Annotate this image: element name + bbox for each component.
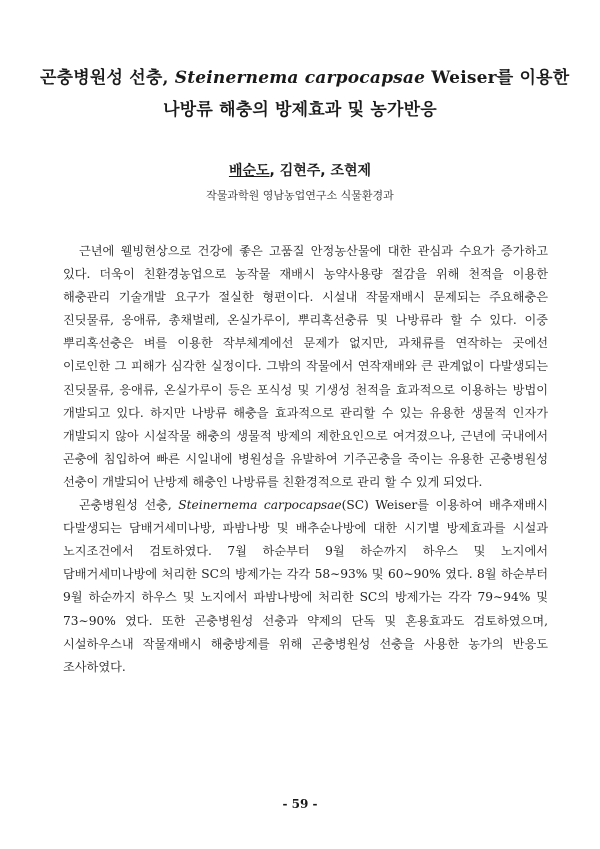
abstract-paragraph-2 [63,494,548,679]
paragraph2-species-name: Steinernema carpocapsae [178,498,342,513]
title-line-1 [40,62,570,94]
abstract-paragraph-1: 근년에 웰빙현상으로 건강에 좋은 고품질 안정농산물에 대한 관심과 수요가 증가하고 있다. 더욱이 친환경농업으로 농작물 재배시 농약사용량 절감을 위해 천적을 이용한 해충관리 기술개발 요구가 절실한 형편이다. 시설내 작물재배시 문제되는 주요해충은 진딧물류, 응애류, 총채벌레, 온실가루이, 뿌리혹선충류 및 나방류라 할 수 있다. 이중 뿌리혹선충은 벼를 이용한 작부체계에선 문제가 없지만, 과채류를 연작하는 곳에선 이로인한 그 피해가 심각한 실정이다. 그밖의 작물에서 연작재배와 큰 관계없이 다발생되는 진딧물류, 응애류, 온실가루이 등은 포식성 및 기생성 천적을 효과적으로 이용하는 방법이 개발되고 있다. 하지만 나방류 해충을 효과적으로 관리할 수 있는 유용한 생물적 인자가 개발되지 않아 시설작물 해충의 생물적 방제의 제한요인으로 여겨졌으나, 근년에 국내에서 곤충에 침입하여 빠른 시일내에 병원성을 유발하여 기주곤충을 죽이는 유용한 곤충병원성 선충이 개발되어 난방제 해충인 나방류를 친환경적으로 관리 할 수 있게 되었다. [63,244,548,489]
paragraph2-body: (SC) Weiser를 이용하여 배추재배시 다발생되는 담배거세미나방, 파밤나방 및 배추순나방에 대한 시기별 방제효과를 시설과 노지조건에서 검토하였다. 7월 하순부터 9월 하순까지 하우스 및 노지에서 담배거세미나방에 처리한 SC의 방제가는 각각 58∼93% 및 60∼90% 였다. 8월 하순부터 9월 하순까지 하우스 및 노지에서 파밤나방에 처리한 SC의 방제가는 각각 79∼94% 및 73∼90% 였다. 또한 곤충병원성 선충과 약제의 단독 및 혼용효과도 검토하였으며, 시설하우스내 작물재배시 해충방제를 위해 곤충병원성 선충을 사용한 농가의 반응도 조사하였다. [63,498,548,674]
title-suffix: Weiser를 이용한 [425,68,570,88]
paper-title [40,62,570,126]
title-species-name: Steinernema carpocapsae [174,68,426,88]
title-prefix: 곤충병원성 선충, [40,68,175,88]
page-number: - 59 - [282,797,318,811]
paragraph2-prefix: 곤충병원성 선충, [79,498,179,513]
affiliation: 작물과학원 영남농업연구소 식물환경과 [206,189,394,202]
presenting-author: 배순도 [228,163,270,179]
abstract-body [63,240,548,679]
author-list [0,161,600,181]
title-line-2: 나방류 해충의 방제효과 및 농가반응 [163,100,437,120]
co-authors: , 김현주, 조현제 [269,163,372,179]
